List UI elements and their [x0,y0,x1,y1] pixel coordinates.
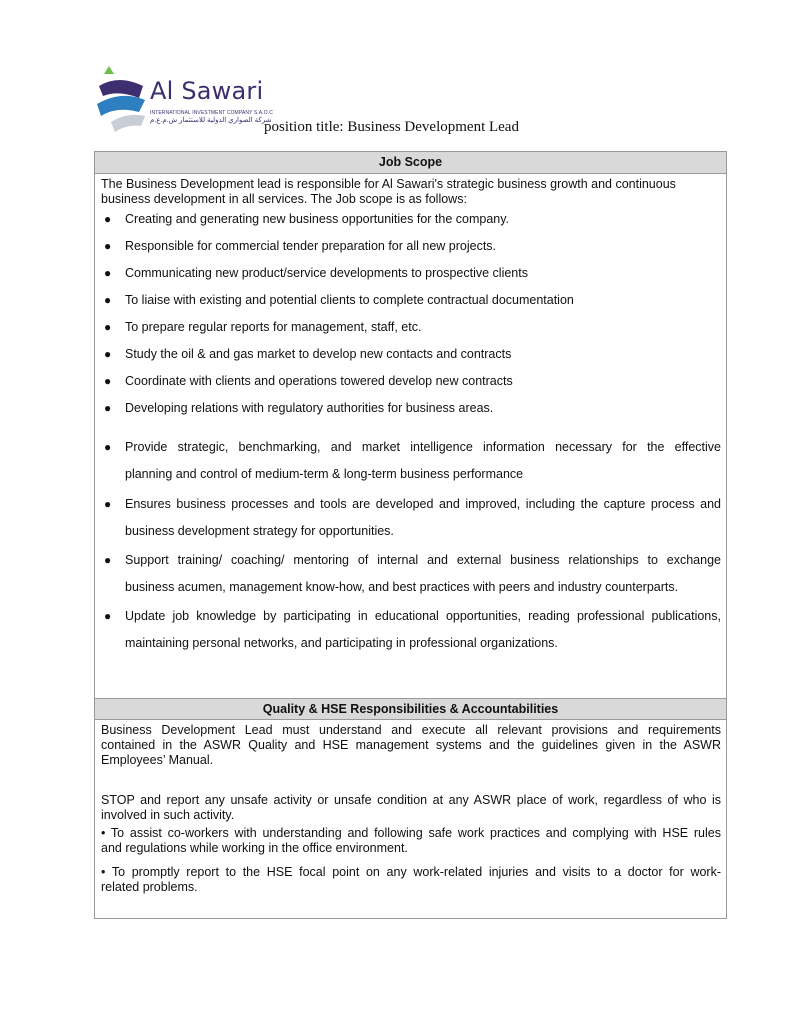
bullet-icon: ● [104,440,112,454]
hse-heading: Quality & HSE Responsibilities & Accountabilities [95,698,726,720]
job-scope-heading: Job Scope [95,152,726,174]
bullet-icon: ● [104,212,112,226]
brand-name: Al Sawari [150,77,264,105]
job-scope-intro-line: The Business Development lead is responsible for Al Sawari's strategic business growth and continuous [101,177,676,191]
brand-subtitle-en: INTERNATIONAL INVESTMENT COMPANY S.A.O.C [150,110,273,116]
job-scope-intro-line: business development in all services. The Job scope is as follows: [101,192,467,206]
bullet-icon: ● [104,374,112,388]
bullet-icon: ● [104,239,112,253]
position-title: position title: Business Development Lead [264,119,519,135]
logo-sail-icon [95,64,155,134]
company-logo [95,64,273,134]
brand-subtitle-ar: شركة الصواري الدولية للاستثمار ش.م.ع.م [150,117,272,124]
bullet-icon: ● [104,401,112,415]
bullet-icon: ● [104,320,112,334]
bullet-icon: ● [104,497,112,511]
bullet-icon: ● [104,293,112,307]
bullet-icon: ● [104,609,112,623]
bullet-icon: ● [104,266,112,280]
bullet-icon: ● [104,553,112,567]
job-description-table: Job Scope The Business Development lead is responsible for Al Sawari's strategic business growth and continuous business development in all services. The Job scope is as follows: ● Creating and generating new business opportunities for the company. ● Responsible for commercial tender preparation for all new projects. ● Communicating new product/service developments to prospective clients ● To liaise with existing and potential clients to complete contractual documentation ● To prepare regular reports for management, staff, etc. ● Study the oil & and gas market to develop new contacts and contracts ● Coordinate with clients and operations towered develop new contracts ● Developing relations with regulatory authorities for business areas. ● Provide strategic, benchmarking, and market intelligence information necessary for the effective planning and control of medium-term & long-term business performance ● Ensures business processes and tools are developed and improved, including the capture process and business development strategy for opportunities. ● Support training/ coaching/ mentoring of internal and external business relationships to exchange business acumen, management know-how, and best practices with peers and industry counterparts. ● Update job knowledge by participating in educational opportunities, reading professional publications, maintaining personal networks, and participating in professional organizations. Quality & HSE Responsibilities & Accountabilities Business Development Lead must understand and execute all relevant provisions and requirements contained in the ASWR Quality and HSE management systems and the guidelines given in the ASWR Employees’ Manual. STOP and report any unsafe activity or unsafe condition at any ASWR place of work, regardless of who is involved in such activity. • To assist co-workers with understanding and following safe work practices and complying with HSE rules and regulations while working in the office environment. • To promptly report to the HSE focal point on any work-related injuries and visits to a doctor for work- related problems. [94,151,727,919]
bullet-icon: ● [104,347,112,361]
